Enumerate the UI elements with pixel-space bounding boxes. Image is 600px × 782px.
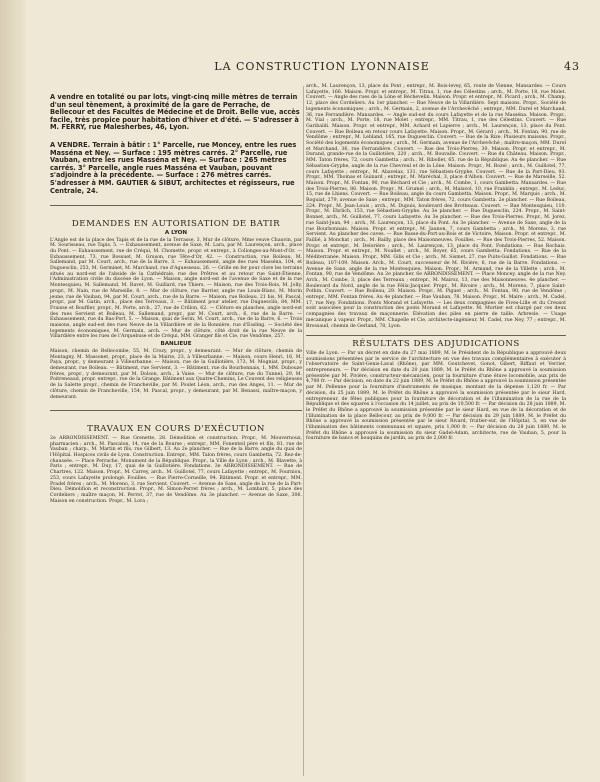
section-heading-travaux: TRAVAUX EN COURS D'EXÉCUTION xyxy=(87,424,265,435)
adjudications-text: Ville de Lyon. — Par un décret en date du 27 mai 1889, M. le Président de la République a approuvé deux soumissions présentées par le service de l'architecture en vue des travaux complémentaires à exécuter à l'observatoire de Saint-Genis-Laval (Rhône), par MM. Goutchevet, Gonot, Gibert, Riffaut et Verrier, entrepreneurs. — Par décision en date du 20 juin 1889, M. le Préfet du Rhône a approuvé la soumission présentée par M. Pivière, constructeur-mécanicien, pour la fourniture d'une étuve locomobile, aux prix de 4,700 fr. — Par décision, en date du 22 juin 1889, M. le Préfet du Rhône a approuvé la soumission présentée par M. Pellenne pour la fourniture d'instruments de musique, montant de la dépense 1,120 fr. — Par décision, du 25 juin 1889, M. le Préfet du Rhône a approuvé la soumission présentée par le sieur Hard, entrepreneur, de fêtes publiques pour la fourniture de décoration et de l'illumination de la rue de la République et des squares à l'occasion du 14 juillet, au prix de 10,500 fr. — Par décision du 28 juin 1889, M. le Préfet du Rhône a approuvé la soumission présentée par le sieur Hard, en vue de la décoration et de l'illumination de la place Bellecour, au prix de 9,000 fr. — Par décision du 29 juin 1889, M. le Préfet du Rhône a approuvé la soumission présentée par le sieur Rivard, fruitier-sur, de l'Hôpital, 5, en vue de l'illumination des bâtiments communaux et square, prix 1,900 fr. — Par décision du 28 juin 1889, M. le Préfet du Rhône a approuvé la soumission du sieur Gadel-Adam, architecte, rue de Vauban, 5, pour la fourniture de bancs et bouquins de jardin, au prix de 2,000 fr. xyxy=(306,350,566,442)
section-heading-adjudications: RÉSULTATS DES ADJUDICATIONS xyxy=(352,339,520,350)
section-rule xyxy=(50,410,302,411)
page-header xyxy=(80,60,580,73)
subheading-a-lyon: A LYON xyxy=(164,229,188,236)
demandes-lyon-text: L'Angle est de la place des Tapis et de la rue de la Terrasse, 3, Mur de clôture, Mme veuve Chauvin, par M. Sourisseau, rue Tapis, 5. — Exhaussement, avenue de Saxe, M. Lara, par M. Laurençon, arch., place du Pont. — Exhaussement, rue de Créqui, M. Chomette, propr. et entrepr., à Collonges-au-Mont-d'Or. — Exhaussement, 73, rue Bossuet, M. Gruson, rue Tête-d'Or, 42. — Construction, rue Boileau, M. Sallemand, par M. Court, arch., rue de la Barre, 3. — Exhaussement, angle des rues Masséna, 104, et Duguesclin, 253, M. Germinet, M. Marchand, rue d'Aguesseau, 26. — Grille en fer pour clore les terrains situés au nord-est de l'abside de la Cathédrale, rue des Prêtres et au retour rue Saint-Étienne, l'Administration civile du diocèse de Lyon. — Maison, angle nord-est de l'avenue de Saxe et de la rue Montesquieu, M. Sallemand, M. Ravet, M. Guillard, rue Thiers. — Maison, rue des Trois-Rois, M. Jolly, propr., M. Nain, rue de Marseille, 8. — Mur de clôture, rue Barrier, angle rue Louis-Blanc, M. Morin jeune, rue de Vauban, 94, par M. Court, arch., rue de la Barre. — Maison, rue Boileau, 21 bis, M. Pascal, propr., par M. Gatin, arch., place des Terreaux, 3. — Bâtiment pour atelier, rue Duguesclin, 84, MM. Fraisse et Bouffier, propr., M. Porte, arch., 27, rue de Crillon, 62. — Clôture en planches, angle nord-est des rues Servient et Boileau, M. Sallemand, propr., par M. Court, arch., 6, rue de la Barre. — Exhaussement, rue du Bas-Port, 5. — Maison, quai de Serin, M. Court, arch., rue de la Barre, 6. — Trois maisons, angle sud-est des rues Neuve de la Villardière et de la Bonnière, rue d'Essling. — Société des logements économiques, M. Germain, arch. — Mur de clôture, côté droit de la rue Neuve de la Villardière entre les rues de l'Arquebuse et de Créqui, MM. Granger fils et Cie, rue Vendôme, 257. xyxy=(50,237,302,340)
travaux-continuation-text: arch., M. Laurençon, 13, place du Pont ; entrepr., M. Bois-levey, 65, route de Vienne, Mansardes. — Cours Lafayette, 166. Maison. Propr. et entrepr., M. Titrau, 1, rue des Célestins ; arch., M. Porte, 18, rue Molet. Couvert. — Angle des rues de la Lône et Béchevelin. Maison. Propr. et entrepr., M. Picard ; arch., M. Champ, 12, place des Cordeliers. Au 1er plancher. — Rue Neuve de la Villardière. Sept maisons. Propr., Société de logements économiques ; arch., M. Germain, 2, avenue de l'Archevêché ; entrepr., MM. Durel et Marchand, 36, rue Ferrandière. Mansardes. — Angle sud-est du cours Lafayette et de la rue Masséna. Maison. Propr., M. Vial ; arch., M. Porte, 18, rue Molet ; entrepr., MM. Titrau, 1, rue des Célestins. Couvert. — Rue Garibaldi. Maison. Propr. et entrepr., MM. Achard et Lapierre ; arch., M. Laurençon, 13, place du Pont. Couvert. — Rue Boileau en retour cours Lafayette. Maison. Propr., M. Gérard ; arch., M. Fontan, 90, rue de Vendôme ; entrepr., M. Lebland, 165, rue Duguesclin. Couvert. — Rue de la Rize. Plusieurs maisons. Propr., Société des logements économiques ; arch., M. Germain, avenue de l'Archevêché ; maître-maçon, MM. Durel et Marchand, 36, rue Ferrandière. Couvert. — Rue des Trois-Pierres, 30. Maison. Propr. et entrepr., M. Durand, grande-rue de la Guillotière, 220 ; arch., M. Bouvalle. Couvert. — Rue du Château. Maison. Propr., MM. Taton frères, 72, cours Gambetta ; arch., M. Ribollet, 65, rue de la République. Au 4e plancher. — Rue Sébastien-Gryphe, angle de la rue Chevreul et de la Lône. Maison. Propr., M. Rozel ; arch., M. Guillotel, 77, cours Lafayette ; entrepr., M. Abavelaz, 131, rue Sébastien-Gryphe. Couvert. — Rue de la Part-Dieu, 93. Propr., MM. Thomas et Guinard ; entrepr., M. Maréchal, 3, place d'Albon. Couvert. — Rue de Marseille, 52. Maison. Propr., M. Fontan, 90, rue Béchard et Cie ; arch., M. Combe, 1, cours Gambetta. Mansardes. — Rue des Trois-Pierres, 86. Maison. Propr., M. Grumel ; arch., M. Malavol, 10, rue Franklin ; entrepr., M. Leduc, 15, rue de Lhiens. Couvert. — Rue Boileau, angle du cours Gambetta. Maison. Propr., M. Marquis ; arch., M. Roguiat, 279, avenue de Saxe ; entrepr., MM. Taton frères, 72, cours Gambetta. 2e plancher. — Rue Boileau, 224. Propr., M. Jean-Louis ; arch., M. Dupuis, boulevard des Brotteaux. Couvert. — Rue Montesquieu, 110. Propr., M. Ehrlich, 153, rue Sébastien-Gryphe. Au 3e plancher. — Rue Duguesclin, 224. Propr., M. Saint-Bonnet, arch., M. Guillotel, 77, cours Lafayette. Au 3e plancher. — Rue des Trois-Pierres. Propr., M. Jorez, rue Saint-Jean, 94 ; arch., M. Laurençon, 13, place du Pont. Au 3e plancher. — Avenue de Saxe, angle de la rue Bourbonnais. Maison. Propr. et entrepr., M. Jaunon, 7, cours Gambetta ; arch., M. Moreno, 3, rue Servient. Au plancher des caves. — Rue Basse-du-Port-au-Bois et de Victoire, Maison. Propr. et entrepr., M. Faillié, à Monchat ; arch., M. Bailly, place des Maisonneuves. Fouilles. — Rue des Trois-Pierres, 52. Maison. Propr. et entrepr., M. Delorière ; arch., M. Laurençon, 13, place du Pont. Fondations. — Rue Rochais. Maison. Propr. et entrepr., M. Noallet ; arch., M. Boyer, 65, cours Gambetta. Fondations. — Rue de la Méditerranée. Maison. Propr., MM. Gilis et Cie ; arch., M. Sismet, 27, rue Puits-Gaillot. Fondations. — Rue Boileau, 107-109. Maison. Arch., M. Court, successeur de M. Rivière, 6, rue de la Barre. Fondations. — Avenue de Saxe, angle de la rue Montesquieu. Maison. Propr., M. Armand, rue de la Villette ; arch., M. Fontan, 90, rue de Vendôme. Au 2e plancher. 6e ARRONDISSEMENT. — Place Moncey, angle de la rue Ney. Arch., M. Combe, 3, place des Terreaux ; entrepr., M. Mairoz, 13, rue des Maisonneuves. 4e plancher. — Boulevard du Nord, angle de la rue Félix-Jacquier. Propr., M. Rivoire ; arch., M. Moreno, 7, place Saint-Pothin. Couvert. — Rue Boileau, 29. Maison. Propr., M. Piguet ; arch., M. Fontan, 90, rue de Vendôme ; entrepr., MM. Fontan frères. Au 4e plancher. — Rue Vauban, 78. Maison. Propr., M. Maire ; arch., M. Cadel, 17, rue Ney. Fondations. Ponts Morand et Lafayette. — Les deux compagnies de Fives-Lille et du Creusot sont associées pour la construction des ponts Morand et Lafayette. M. Mortier est chargé par ces deux compagnies des travaux de maçonnerie. Élévation des piles en pierre de taille. Arbresle. — Usage mécanique à vapeur. Propr., MM. Chapelle et Cie, architecte-ingénieur, M. Cadel, rue Ney, 77 ; entrepr., M. Brossaud, chemin de Gerland, 78, Lyon. xyxy=(306,84,566,329)
left-column xyxy=(50,84,302,506)
page-spine xyxy=(0,0,26,782)
demandes-banlieue-text: Maison, chemin de Bellecombe, 55, M. Crozy, propr., y demeurant. — Mur de clôture, chemin de Montagny, M. Massonet, propr., place de la Mairie, 23, à Villeurbanne. — Maison, cours Henri, 16, M. Paya, propr., y demeurant à Villeurbanne. — Maison, rue de la Guillotière, 173, M. Mogniat, propr., y demeurant, rue Boileau. — Bâtiment, rue Servient, 3. — Bâtiment, rue du Bourbonnais, 1, MM. Dubouze frères, propr., y demeurant, par M. Dolson, arch., à Vaise. — Mur de clôture, rue du Tunnel, 29, M. Poitreneaud, propr. entrepr., rue de la Grange. Bâtiment aux Quatre-Chemins, Le Couvent des religieuses de la Salette propr., chemin de Francheville, par M. Poulet Léon, arch., rue des Anges, 11. — Mur de clôture, chemin de Francheville, 154, M. Pascal, propr., y demeurant, par M. Benassi, maître-maçon, y demeurant. xyxy=(50,348,302,400)
right-column xyxy=(306,84,566,444)
section-rule xyxy=(306,335,566,336)
column-divider xyxy=(303,86,304,776)
advertisement-a-vendre: A VENDRE. Terrain à bâtir : 1° Parcelle, rue Moncey, entre les rues Masséna et Ney. — Surface : 195 mètres carrés. 2° Parcelle, rue Vauban, entre les rues Masséna et Ney. — Surface : 265 mètres carrés. 3° Parcelle, angle rues Masséna et Vauban, pouvant s'adjoindre à la précédente. — Surface : 276 mètres carrés. S'adresser à MM. GAUTIER & SIBUT, architectes et régisseurs, rue Centrale, 24. xyxy=(50,140,297,195)
section-heading-demandes: DEMANDES EN AUTORISATION DE BATIR xyxy=(71,219,281,230)
subheading-banlieue: BANLIEUE xyxy=(160,341,192,348)
section-rule xyxy=(50,205,302,206)
journal-title: LA CONSTRUCTION LYONNAISE xyxy=(214,60,430,73)
travaux-text: 2e ARRONDISSEMENT. — Rue Grenette, 28. Démolition et construction. Propr., M. Mouvernoux, pharmacien ; arch., M. Pascalon, 14, rue de la Bourse ; entrepr., MM. Fonenteil père et fils, 81, rue de Vauban ; charp., M. Martin et fils, rue Gilbert, 13. Au 2e plancher. — Rue de la Barre, angle du quai de l'Hôpital. Hospices civils de Lyon. Construction. Entrepr., MM. Talon frères, cours Gambetta, 72. Rez-de-chaussée. — Place Perrache. Monument de la République. Propr., la Ville de Lyon ; arch., M. Blavette, à Paris ; entrepr., M. Duy, 17, quai de la Guillotière. Fondations. 3e ARRONDISSEMENT. — Rue de Chartres, 122. Maison. Propr., M. Carrey, arch., M. Guillotel, 77, cours Lafayette ; entrepr., M. Fourniou, 253, cours Lafayette prolongé. Fouilles. — Rue Pierre-Corneille, 94. Bâtiment. Propr. et entrepr., MM. Pradel frères ; arch., M. Moreno, 3, rue Servient. Couvert. — Avenue de Saxe, angle de la rue de la Part-Dieu. Démolition et reconstruction. Propr., M. Simon-Perret frères ; arch., M. Lombard, 5, place des Cordeliers ; maître maçon, M. Perrot, 37, rue de Vendôme. Au 3e plancher. — Avenue de Saxe, 306. Maison en construction. Propr., M. Lora ; xyxy=(50,435,302,504)
advertisement-terrain-perrache: A vendre en totalité ou par lots, vingt-cinq mille mètres de terrain d'un seul tènement, à proximité de la gare de Perrache, de Bellecour et des Facultés de Médecine et de Droit. Belle vue, accès facile, très propice pour habitation d'hiver et d'été. — S'adresser à M. FERRY, rue Malesherbes, 46, Lyon. xyxy=(50,93,300,132)
page-number: 43 xyxy=(564,60,580,73)
